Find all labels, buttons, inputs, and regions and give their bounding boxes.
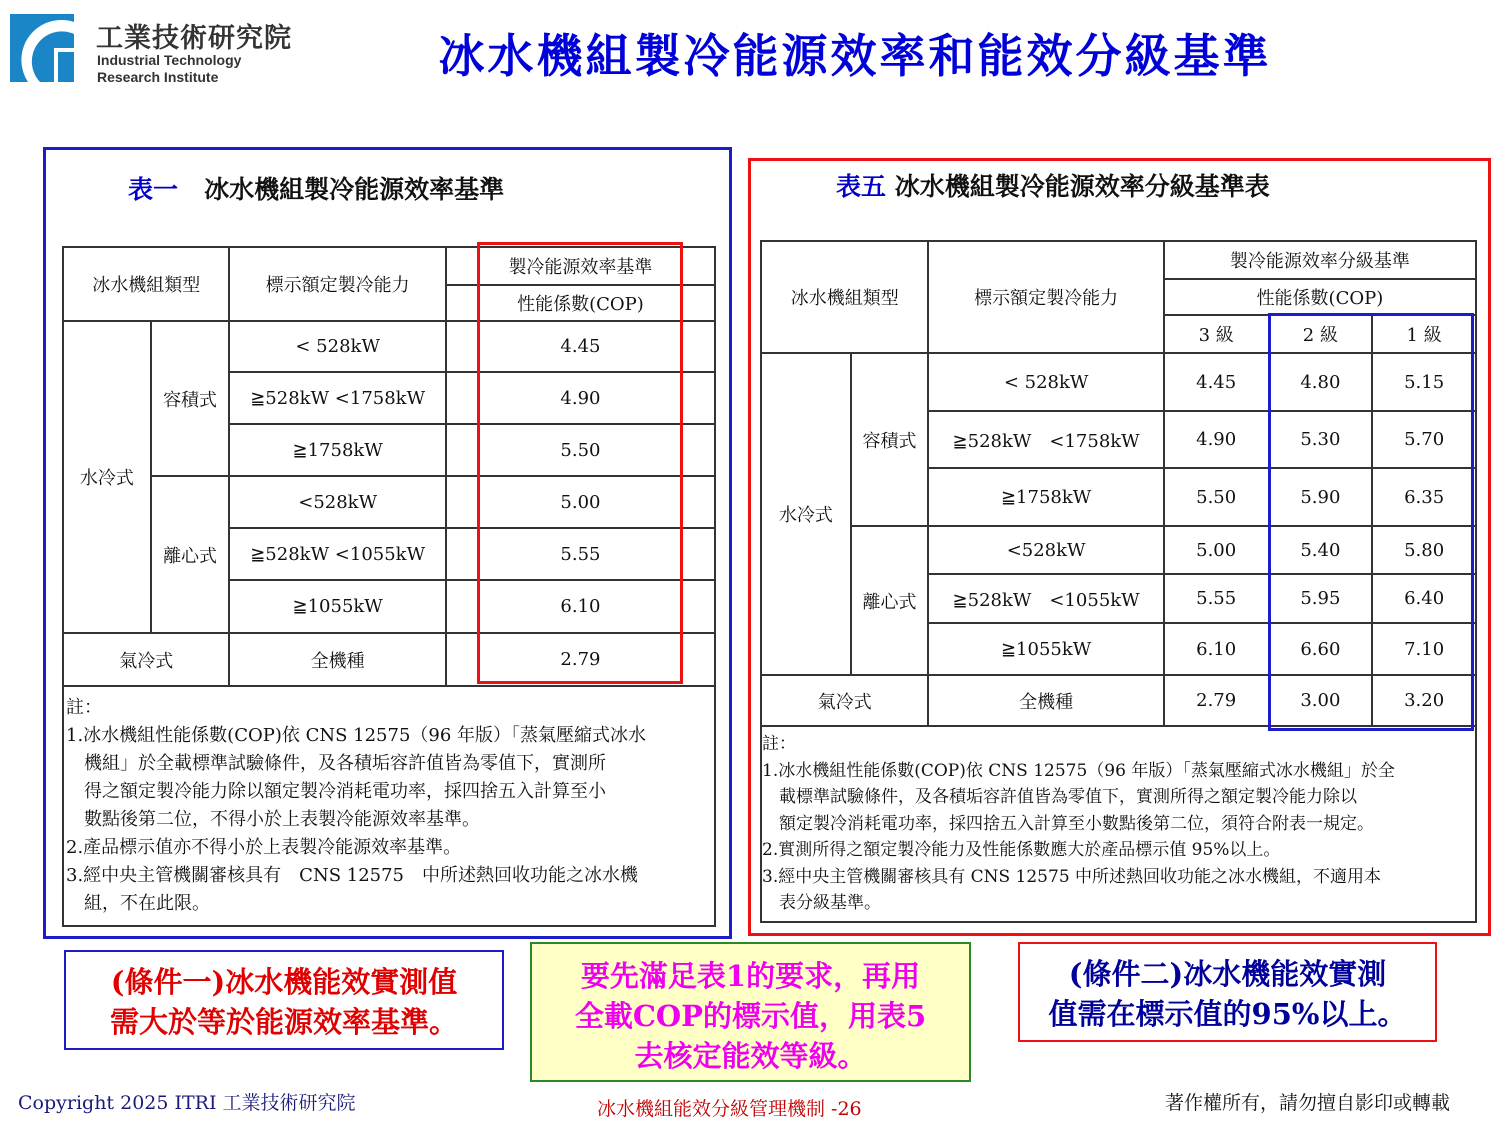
note-line: 組，不在此限。 xyxy=(66,893,210,914)
table-cell: 6.10 xyxy=(446,580,715,633)
table-cell: 2.79 xyxy=(446,633,715,686)
table1-water-cooled: 水冷式 xyxy=(63,321,151,633)
condition-one-line2: 需大於等於能源效率基準。 xyxy=(109,1005,458,1039)
page-title: 冰水機組製冷能源效率和能效分級基準 xyxy=(438,29,1272,83)
table-cell: ≧1758kW xyxy=(928,468,1163,526)
table-cell: ≧528kW <1055kW xyxy=(229,528,445,580)
table-cell: 5.50 xyxy=(1164,468,1269,526)
procedure-line3: 去核定能效等級。 xyxy=(634,1039,867,1073)
table-cell: 4.80 xyxy=(1269,353,1373,411)
table-cell: 5.80 xyxy=(1372,526,1476,574)
condition-two-line1: (條件二)冰水機能效實測 xyxy=(1068,957,1387,991)
table-cell: 6.35 xyxy=(1372,468,1476,526)
table-cell: ≧528kW <1758kW xyxy=(229,372,445,424)
table1-label: 表一 xyxy=(128,175,179,204)
table1-air-cooled: 氣冷式 xyxy=(63,633,229,686)
table-cell: 5.95 xyxy=(1269,574,1373,623)
table-cell: <528kW xyxy=(928,526,1163,574)
table-cell: ≧528kW <1055kW xyxy=(928,574,1163,623)
table-cell: 5.50 xyxy=(446,424,715,476)
table-cell: 6.10 xyxy=(1164,623,1269,675)
table1-header-capacity: 標示額定製冷能力 xyxy=(229,247,445,321)
note-line: 註： xyxy=(762,734,796,754)
table-cell: < 528kW xyxy=(928,353,1163,411)
table5-header-capacity: 標示額定製冷能力 xyxy=(928,241,1163,353)
table-cell: 6.60 xyxy=(1269,623,1373,675)
table-cell: 7.10 xyxy=(1372,623,1476,675)
table-cell: 5.00 xyxy=(446,476,715,528)
table-cell: 3.00 xyxy=(1269,675,1373,726)
table-cell: 5.90 xyxy=(1269,468,1373,526)
rights-notice: 著作權所有，請勿擅自影印或轉載 xyxy=(1165,1092,1451,1114)
copyright-text: Copyright 2025 ITRI 工業技術研究院 xyxy=(18,1092,356,1114)
table-cell: 3.20 xyxy=(1372,675,1476,726)
page-footer: 冰水機組能效分級管理機制 -26 xyxy=(597,1098,862,1120)
table1-header-cop: 性能係數(COP) xyxy=(446,285,715,321)
org-name-en-line1: Industrial Technology xyxy=(97,52,242,68)
note-line: 額定製冷消耗電功率，採四捨五入計算至小數點後第二位，須符合附表一規定。 xyxy=(762,813,1374,834)
table1-header-type: 冰水機組類型 xyxy=(63,247,229,321)
table-cell: ≧1055kW xyxy=(928,623,1163,675)
table5-grade-3: 3 級 xyxy=(1164,315,1269,353)
table-cell: 全機種 xyxy=(928,675,1163,726)
procedure-line1: 要先滿足表1的要求，再用 xyxy=(580,959,921,993)
procedure-line2: 全載COP的標示值，用表5 xyxy=(574,999,927,1033)
table5-title xyxy=(836,167,1270,203)
note-line: 載標準試驗條件，及各積垢容許值皆為零值下，實測所得之額定製冷能力除以 xyxy=(762,787,1357,807)
table5-grade-1: 1 級 xyxy=(1372,315,1476,353)
condition-two-line2: 值需在標示值的95%以上。 xyxy=(1048,997,1407,1031)
note-line: 3.經中央主管機關審核具有 CNS 12575 中所述熱回收功能之冰水機組，不適用本 xyxy=(762,866,1382,887)
table1-positive-displacement: 容積式 xyxy=(151,321,230,476)
table1-title-text: 冰水機組製冷能源效率基準 xyxy=(204,175,505,204)
table-cell: 5.40 xyxy=(1269,526,1373,574)
note-line: 1.冰水機組性能係數(COP)依 CNS 12575（96 年版）「蒸氣壓縮式冰水 xyxy=(66,725,647,746)
table5-grade-highlight xyxy=(1268,313,1474,731)
table5-water-cooled: 水冷式 xyxy=(761,353,851,675)
table-cell: 全機種 xyxy=(229,633,445,686)
table-cell: 5.55 xyxy=(446,528,715,580)
table-cell: 5.15 xyxy=(1372,353,1476,411)
condition-two-box xyxy=(1018,942,1437,1042)
table-cell: 5.30 xyxy=(1269,411,1373,468)
note-line: 表分級基準。 xyxy=(762,893,881,913)
table-cell: 4.90 xyxy=(1164,411,1269,468)
table-cell: 2.79 xyxy=(1164,675,1269,726)
table5-grade-2: 2 級 xyxy=(1269,315,1373,353)
note-line: 2.實測所得之額定製冷能力及性能係數應大於產品標示值 95%以上。 xyxy=(762,840,1281,860)
itri-logo-icon xyxy=(10,14,74,82)
note-line: 3.經中央主管機關審核具有 CNS 12575 中所述熱回收功能之冰水機 xyxy=(66,865,639,886)
table5-air-cooled: 氣冷式 xyxy=(761,675,928,726)
table5-positive-displacement: 容積式 xyxy=(851,353,929,526)
procedure-box xyxy=(530,942,971,1082)
org-name-zh: 工業技術研究院 xyxy=(96,23,292,54)
table-cell: ≧1758kW xyxy=(229,424,445,476)
note-line: 數點後第二位，不得小於上表製冷能源效率基準。 xyxy=(66,809,480,830)
table5-header-std: 製冷能源效率分級基準 xyxy=(1164,241,1476,279)
table-cell: <528kW xyxy=(229,476,445,528)
note-line: 機組」於全載標準試驗條件，及各積垢容許值皆為零值下，實測所 xyxy=(66,753,606,774)
table5-notes xyxy=(762,731,1395,917)
table1-title xyxy=(128,170,504,206)
table5-centrifugal: 離心式 xyxy=(851,526,929,675)
table1-notes xyxy=(66,694,646,918)
table-cell: ≧528kW <1758kW xyxy=(928,411,1163,468)
table5-title-text: 冰水機組製冷能源效率分級基準表 xyxy=(894,172,1270,201)
table-cell: 5.70 xyxy=(1372,411,1476,468)
table-cell: 5.00 xyxy=(1164,526,1269,574)
table5-label: 表五 xyxy=(836,172,887,201)
table5-header-type: 冰水機組類型 xyxy=(761,241,928,353)
table1-cop-highlight xyxy=(477,242,683,684)
table1-centrifugal: 離心式 xyxy=(151,476,230,633)
table-cell: 4.45 xyxy=(446,321,715,372)
table-cell: 4.90 xyxy=(446,372,715,424)
note-line: 1.冰水機組性能係數(COP)依 CNS 12575（96 年版）「蒸氣壓縮式冰水機組」於全 xyxy=(762,760,1395,781)
note-line: 得之額定製冷能力除以額定製冷消耗電功率，採四捨五入計算至小 xyxy=(66,781,606,802)
note-line: 註： xyxy=(66,697,102,718)
table-cell: 6.40 xyxy=(1372,574,1476,623)
condition-one-line1: (條件一)冰水機能效實測值 xyxy=(110,965,458,999)
table-cell: < 528kW xyxy=(229,321,445,372)
org-name-en-line2: Research Institute xyxy=(97,69,219,85)
table-cell: 5.55 xyxy=(1164,574,1269,623)
table-cell: 4.45 xyxy=(1164,353,1269,411)
table5-header-cop: 性能係數(COP) xyxy=(1164,279,1476,315)
table-cell: ≧1055kW xyxy=(229,580,445,633)
table1-header-std: 製冷能源效率基準 xyxy=(446,247,715,285)
condition-one-box xyxy=(64,950,504,1050)
note-line: 2.產品標示值亦不得小於上表製冷能源效率基準。 xyxy=(66,837,462,858)
